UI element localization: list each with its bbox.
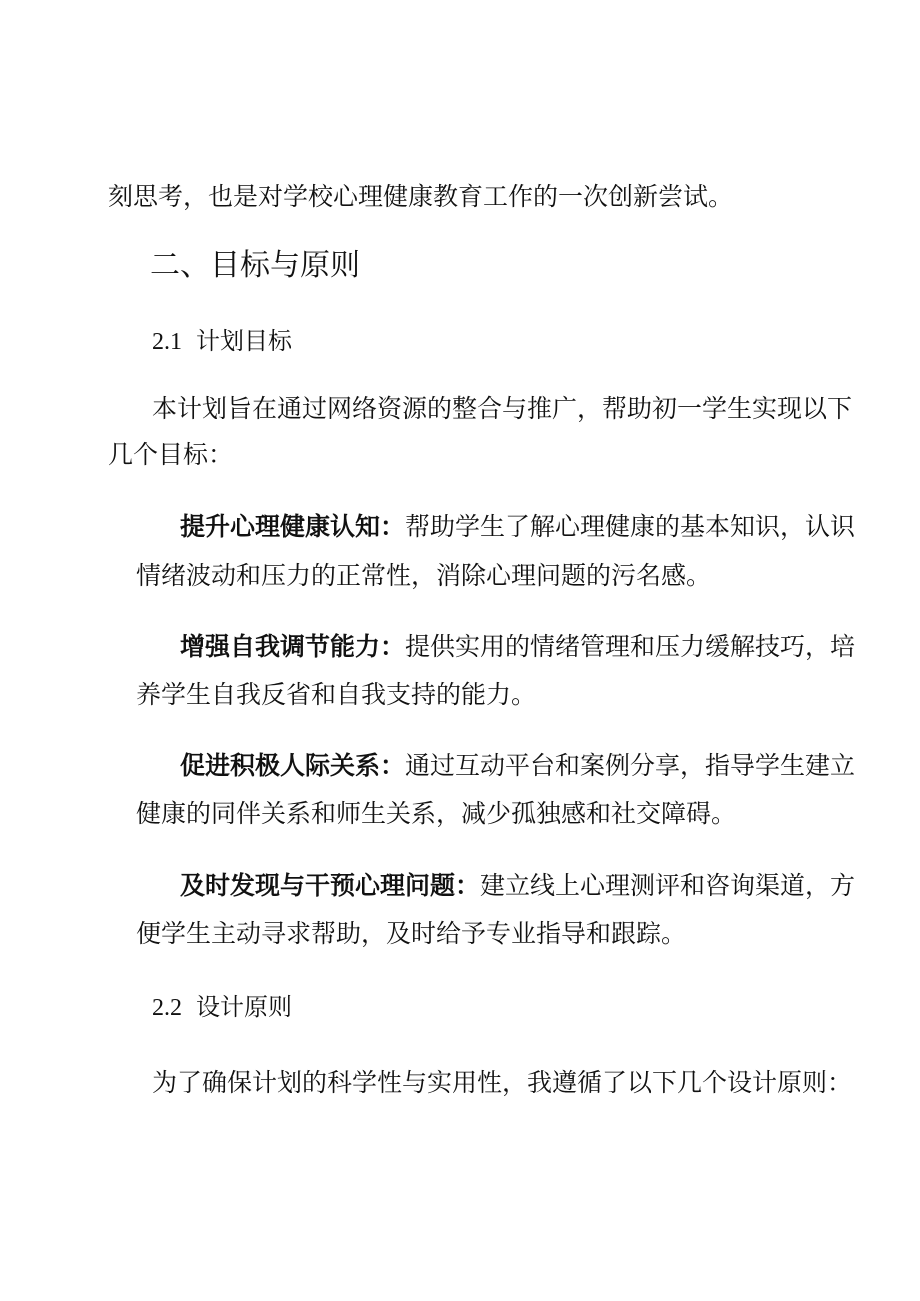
goal-3-label: 促进积极人际关系： (180, 751, 406, 780)
goal-2-line-1 (180, 634, 855, 659)
goal-2-line-2: 养学生自我反省和自我支持的能力。 (136, 680, 537, 709)
goal-1-line-1 (180, 514, 855, 539)
goal-1-line-2: 情绪波动和压力的正常性，消除心理问题的污名感。 (136, 561, 712, 590)
goal-3-line-1 (180, 753, 855, 778)
goals-intro-line-1: 本计划旨在通过网络资源的整合与推广，帮助初一学生实现以下 (152, 394, 853, 423)
subsection-2-1-title: 计划目标 (196, 327, 292, 355)
goal-3-line-2: 健康的同伴关系和师生关系，减少孤独感和社交障碍。 (136, 799, 737, 828)
goals-intro-line-2: 几个目标： (108, 440, 234, 469)
subsection-2-1-number: 2.1 (152, 329, 182, 355)
goal-1-label: 提升心理健康认知： (180, 512, 406, 541)
intro-tail-text: 刻思考，也是对学校心理健康教育工作的一次创新尝试。 (108, 182, 734, 211)
goal-1-text: 帮助学生了解心理健康的基本知识，认识 (405, 512, 856, 541)
design-principles-intro: 为了确保计划的科学性与实用性，我遵循了以下几个设计原则： (152, 1068, 853, 1097)
goal-4-line-2: 便学生主动寻求帮助，及时给予专业指导和跟踪。 (136, 919, 687, 948)
goal-2-text: 提供实用的情绪管理和压力缓解技巧，培 (405, 632, 856, 661)
goal-3-text: 通过互动平台和案例分享，指导学生建立 (405, 751, 856, 780)
goal-2-label: 增强自我调节能力： (180, 632, 406, 661)
goal-4-text: 建立线上心理测评和咨询渠道，方 (480, 871, 856, 900)
subsection-2-2-heading (152, 995, 292, 1020)
goal-4-label: 及时发现与干预心理问题： (180, 871, 481, 900)
subsection-2-2-number: 2.2 (152, 995, 182, 1021)
goal-4-line-1 (180, 873, 855, 898)
subsection-2-1-heading (152, 329, 292, 354)
subsection-2-2-title: 设计原则 (196, 993, 292, 1021)
section-2-heading: 二、目标与原则 (150, 248, 360, 283)
